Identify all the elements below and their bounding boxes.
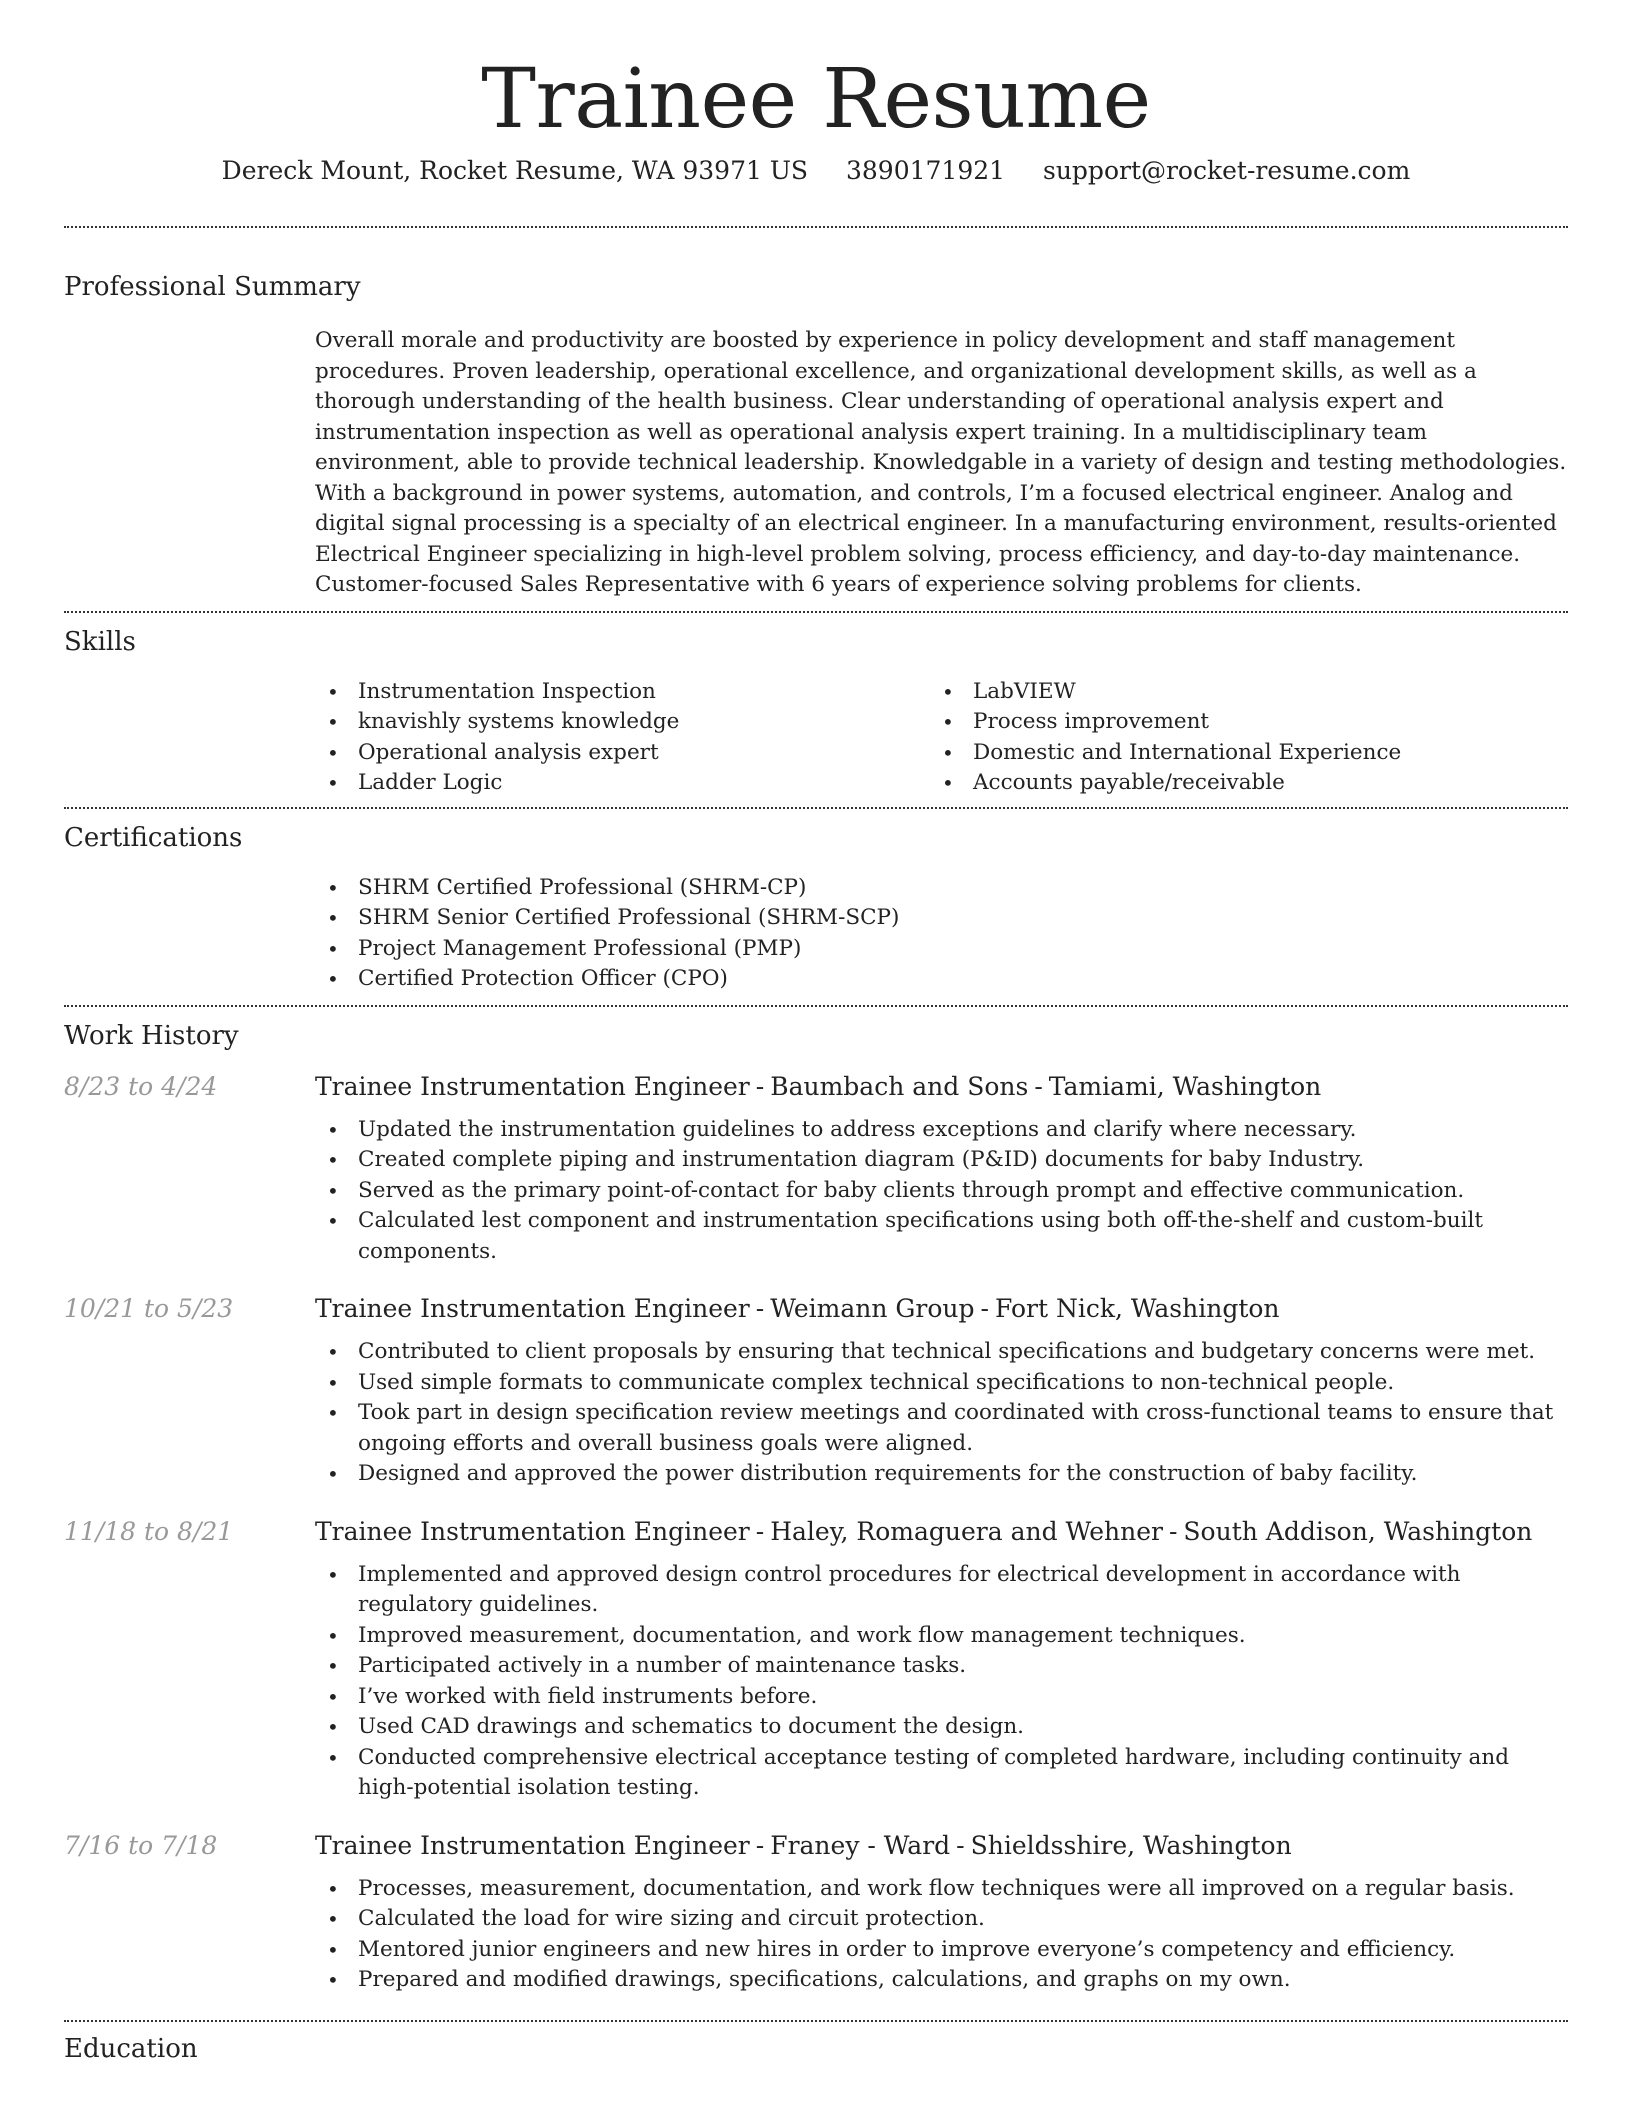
skill-item: • knavishly systems knowledge: [315, 707, 930, 738]
skill-item: • Ladder Logic: [315, 768, 930, 799]
job-company: Haley, Romaguera and Wehner: [770, 1516, 1163, 1546]
skill-item: • Accounts payable/receivable: [930, 768, 1545, 799]
skills-section: [64, 613, 1568, 807]
certifications-heading: Certifications: [64, 822, 243, 853]
job-bullet: • Mentored junior engineers and new hires in order to improve everyone’s competency and efficiency.: [315, 1935, 1568, 1966]
certifications-section: [64, 809, 1568, 1005]
job-bullet: • Took part in design specification review meetings and coordinated with cross-functional teams to ensure that ongoing efforts and overall business goals were aligned.: [315, 1398, 1568, 1459]
certification-item: • SHRM Senior Certified Professional (SHRM-SCP): [315, 903, 1568, 934]
skill-item: • Instrumentation Inspection: [315, 677, 930, 708]
job-bullet: • Implemented and approved design control procedures for electrical development in accordance with regulatory guidelines.: [315, 1560, 1568, 1621]
job-heading: Trainee Instrumentation Engineer - Weimann Group - Fort Nick, Washington: [315, 1294, 1280, 1323]
job-bullet: • Designed and approved the power distribution requirements for the construction of baby facility.: [315, 1459, 1568, 1490]
page-title: Trainee Resume: [481, 52, 1151, 147]
summary-section: [64, 228, 1568, 611]
job-dates: 7/16 to 7/18: [64, 1830, 218, 1860]
job-dates: 11/18 to 8/21: [64, 1516, 234, 1546]
job-location: Fort Nick, Washington: [994, 1294, 1280, 1323]
summary-heading: Professional Summary: [64, 272, 361, 302]
job-bullet: • Improved measurement, documentation, and work flow management techniques.: [315, 1621, 1568, 1652]
skill-item: • Operational analysis expert: [315, 738, 930, 769]
job-location: Tamiami, Washington: [1048, 1071, 1322, 1101]
job-dates: 8/23 to 4/24: [64, 1071, 218, 1101]
job-bullet: • Processes, measurement, documentation, and work flow techniques were all improved on a regular basis.: [315, 1874, 1568, 1905]
job-company: Franey - Ward: [770, 1830, 951, 1860]
job-location: Shieldsshire, Washington: [970, 1830, 1292, 1860]
education-heading: Education: [64, 2033, 198, 2064]
skills-list-right: [930, 677, 1545, 799]
skill-item: • LabVIEW: [930, 677, 1545, 708]
job-bullet: • Participated actively in a number of maintenance tasks.: [315, 1651, 1568, 1682]
job-bullet: • I’ve worked with field instruments before.: [315, 1682, 1568, 1713]
job-bullet: • Calculated the load for wire sizing and circuit protection.: [315, 1904, 1568, 1935]
job-bullet: • Served as the primary point-of-contact for baby clients through prompt and effective communication.: [315, 1176, 1568, 1207]
certification-item: • Project Management Professional (PMP): [315, 934, 1568, 965]
work-history-section: [64, 1007, 1568, 1996]
job-role: Trainee Instrumentation Engineer: [315, 1830, 750, 1860]
contact-email: support@rocket-resume.com: [1043, 156, 1411, 185]
job-bullet: • Used simple formats to communicate complex technical specifications to non-technical people.: [315, 1368, 1568, 1399]
job-role: Trainee Instrumentation Engineer: [315, 1294, 750, 1323]
job-entry: [64, 1069, 1568, 1268]
certification-item: • SHRM Certified Professional (SHRM-CP): [315, 873, 1568, 904]
job-bullet: • Calculated lest component and instrumentation specifications using both off-the-shelf and custom-built components.: [315, 1206, 1568, 1267]
skill-item: • Domestic and International Experience: [930, 738, 1545, 769]
skill-item: • Process improvement: [930, 707, 1545, 738]
job-location: South Addison, Washington: [1183, 1516, 1533, 1546]
skills-list-left: [315, 677, 930, 799]
skills-heading: Skills: [64, 626, 136, 657]
contact-phone: 3890171921: [845, 156, 1006, 185]
job-bullet: • Updated the instrumentation guidelines to address exceptions and clarify where necessary.: [315, 1115, 1568, 1146]
job-role: Trainee Instrumentation Engineer: [315, 1516, 750, 1546]
job-entry: [64, 1291, 1568, 1490]
contact-address: Dereck Mount, Rocket Resume, WA 93971 US: [221, 156, 809, 185]
certification-item: • Certified Protection Officer (CPO): [315, 964, 1568, 995]
contact-line: [64, 156, 1568, 196]
job-dates: 10/21 to 5/23: [64, 1294, 234, 1323]
job-bullet: • Conducted comprehensive electrical acceptance testing of completed hardware, including continuity and high-potential isolation testing.: [315, 1743, 1568, 1804]
job-role: Trainee Instrumentation Engineer: [315, 1071, 750, 1101]
job-bullets: [315, 1115, 1568, 1268]
job-bullet: • Prepared and modified drawings, specifications, calculations, and graphs on my own.: [315, 1965, 1568, 1996]
job-heading: Trainee Instrumentation Engineer - Haley, Romaguera and Wehner - South Addison, Washington: [315, 1516, 1533, 1546]
job-company: Weimann Group: [770, 1294, 975, 1323]
job-bullets: [315, 1560, 1568, 1804]
work-history-heading: Work History: [64, 1020, 239, 1051]
job-heading: Trainee Instrumentation Engineer - Baumbach and Sons - Tamiami, Washington: [315, 1071, 1322, 1101]
job-entry: [64, 1828, 1568, 1996]
job-bullet: • Used CAD drawings and schematics to document the design.: [315, 1712, 1568, 1743]
certifications-list: [315, 873, 1568, 995]
skills-grid: [315, 677, 1568, 799]
job-entry: [64, 1514, 1568, 1804]
job-bullets: [315, 1874, 1568, 1996]
job-bullet: • Created complete piping and instrumentation diagram (P&ID) documents for baby Industry.: [315, 1145, 1568, 1176]
job-company: Baumbach and Sons: [770, 1071, 1029, 1101]
job-heading: Trainee Instrumentation Engineer - Franey - Ward - Shieldsshire, Washington: [315, 1830, 1292, 1860]
job-bullets: [315, 1337, 1568, 1490]
job-bullet: • Contributed to client proposals by ensuring that technical specifications and budgetary concerns were met.: [315, 1337, 1568, 1368]
summary-text: Overall morale and productivity are boosted by experience in policy development and staff management procedures. Proven leadership, operational excellence, and organizational development skills, as well as a thorough understanding of the health business. Clear understanding of operational analysis expert and instrumentation inspection as well as operational analysis expert training. In a multidisciplinary team environment, able to provide technical leadership. Knowledgable in a variety of design and testing methodologies. With a background in power systems, automation, and controls, I’m a focused electrical engineer. Analog and digital signal processing is a specialty of an electrical engineer. In a manufacturing environment, results-oriented Electrical Engineer specializing in high-level problem solving, process efficiency, and day-to-day maintenance. Customer-focused Sales Representative with 6 years of experience solving problems for clients.: [315, 328, 1567, 597]
